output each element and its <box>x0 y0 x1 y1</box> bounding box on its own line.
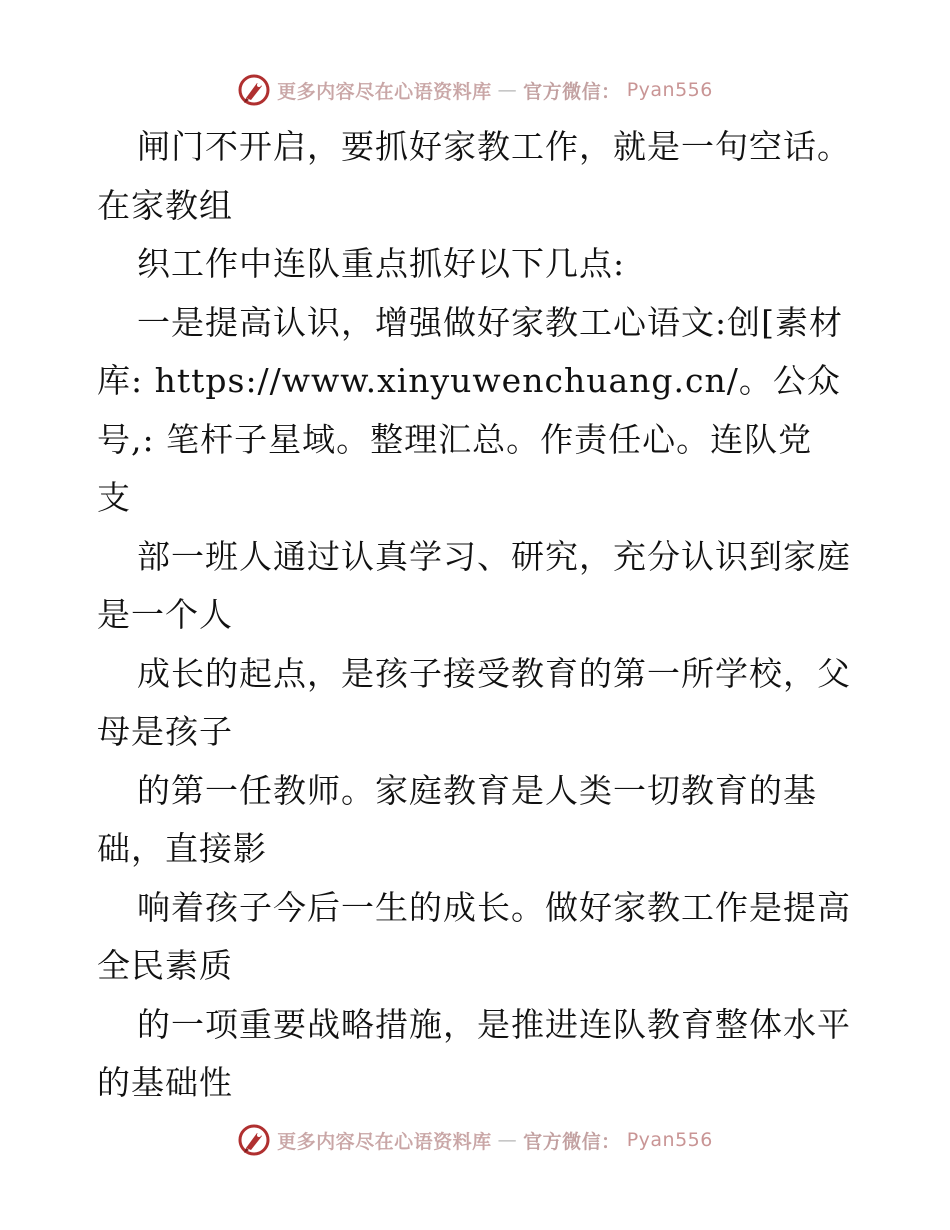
body-text-line: 在家教组 <box>97 185 233 225</box>
logo-pen-icon <box>237 73 271 107</box>
footer-banner <box>0 1120 950 1160</box>
document-body <box>97 118 897 1113</box>
footer-wechat-id: Pyan556 <box>626 1129 713 1151</box>
logo-pen-icon <box>237 1123 271 1157</box>
body-text-line: 响着孩子今后一生的成长。做好家教工作是提高 <box>137 887 851 927</box>
body-text-line: 础，直接影 <box>97 829 267 868</box>
header-wechat-id: Pyan556 <box>626 79 713 101</box>
body-text-line: 成长的起点，是孩子接受教育的第一所学校，父 <box>137 653 851 693</box>
header-banner-separator: — <box>497 79 518 101</box>
header-wechat-label: 官方微信： <box>523 80 621 103</box>
body-text-line: 库: https://www.xinyuwenchuang.cn/。公众 <box>97 361 841 400</box>
body-text-line: 的第一任教师。家庭教育是人类一切教育的基 <box>137 770 817 810</box>
body-text-line: 闸门不开启，要抓好家教工作，就是一句空话。 <box>137 127 851 166</box>
header-banner <box>0 70 950 110</box>
footer-wechat-label: 官方微信： <box>523 1130 621 1153</box>
body-text-line: 母是孩子 <box>97 712 233 751</box>
body-text-line: 的一项重要战略措施，是推进连队教育整体水平 <box>137 1004 851 1044</box>
body-text-line: 一是提高认识，增强做好家教工心语文:创[素材 <box>137 302 843 342</box>
footer-banner-text: 更多内容尽在心语资料库 <box>277 1130 492 1153</box>
body-text-line: 的基础性 <box>97 1063 233 1102</box>
footer-banner-separator: — <box>497 1129 518 1151</box>
body-text-line: 织工作中连队重点抓好以下几点: <box>137 244 626 283</box>
body-text-line: 支 <box>97 478 131 517</box>
header-banner-text: 更多内容尽在心语资料库 <box>277 80 492 103</box>
body-text-line: 号,: 笔杆子星域。整理汇总。作责任心。连队党 <box>97 419 813 459</box>
body-text-line: 部一班人通过认真学习、研究，充分认识到家庭 <box>137 536 851 576</box>
body-text-line: 是一个人 <box>97 595 233 634</box>
body-text-line: 全民素质 <box>97 946 233 985</box>
